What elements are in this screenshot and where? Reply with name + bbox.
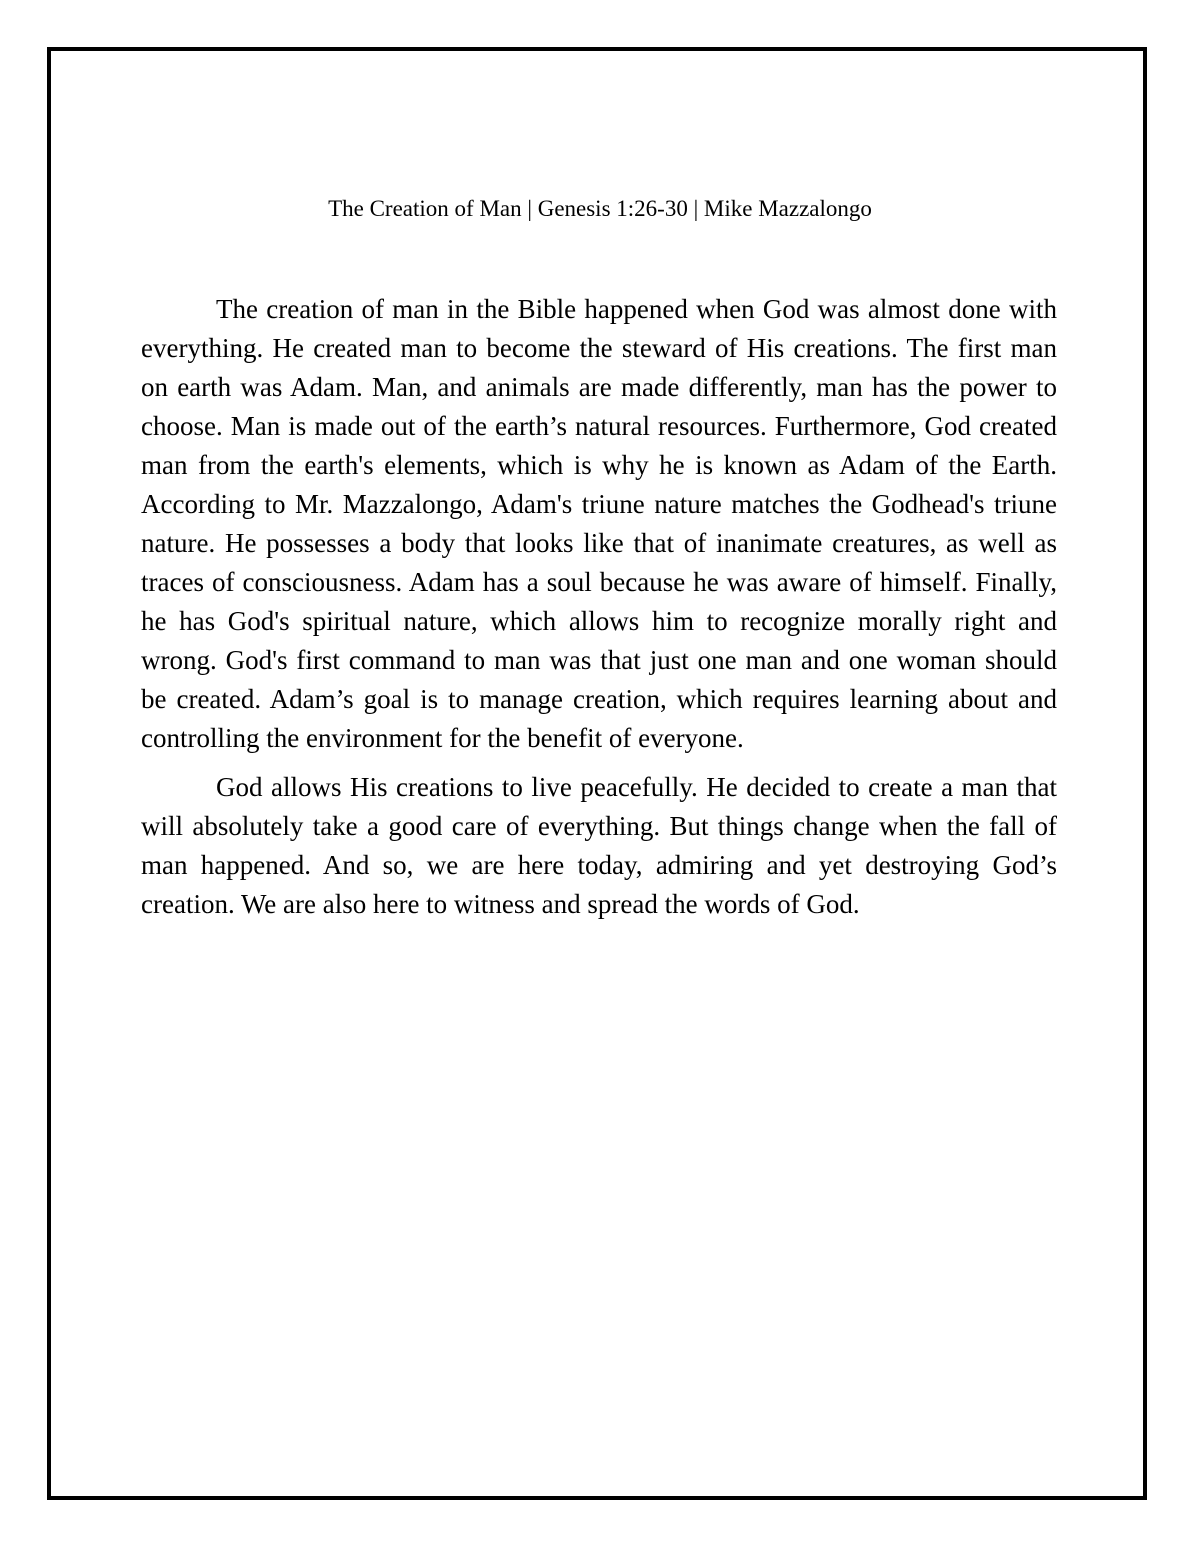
- paragraph-1: The creation of man in the Bible happened when God was almost done with everything. He created man to become the steward of His creations. The first man on earth was Adam. Man, and animals are made differently, man has the power to choose. Man is made out of the earth’s natural resources. Furthermore, God created man from the earth's elements, which is why he is known as Adam of the Earth. According to Mr. Mazzalongo, Adam's triune nature matches the Godhead's triune nature. He possesses a body that looks like that of inanimate creatures, as well as traces of consciousness. Adam has a soul because he was aware of himself. Finally, he has God's spiritual nature, which allows him to recognize morally right and wrong. God's first command to man was that just one man and one woman should be created. Adam’s goal is to manage creation, which requires learning about and controlling the environment for the benefit of everyone.: [141, 294, 1057, 753]
- paragraph-2: God allows His creations to live peacefully. He decided to create a man that will absolutely take a good care of everything. But things change when the fall of man happened. And so, we are here today, admiring and yet destroying God’s creation. We are also here to witness and spread the words of God.: [141, 772, 1057, 919]
- document-title: The Creation of Man | Genesis 1:26-30 | Mike Mazzalongo: [328, 196, 872, 221]
- document-body: [141, 290, 1057, 934]
